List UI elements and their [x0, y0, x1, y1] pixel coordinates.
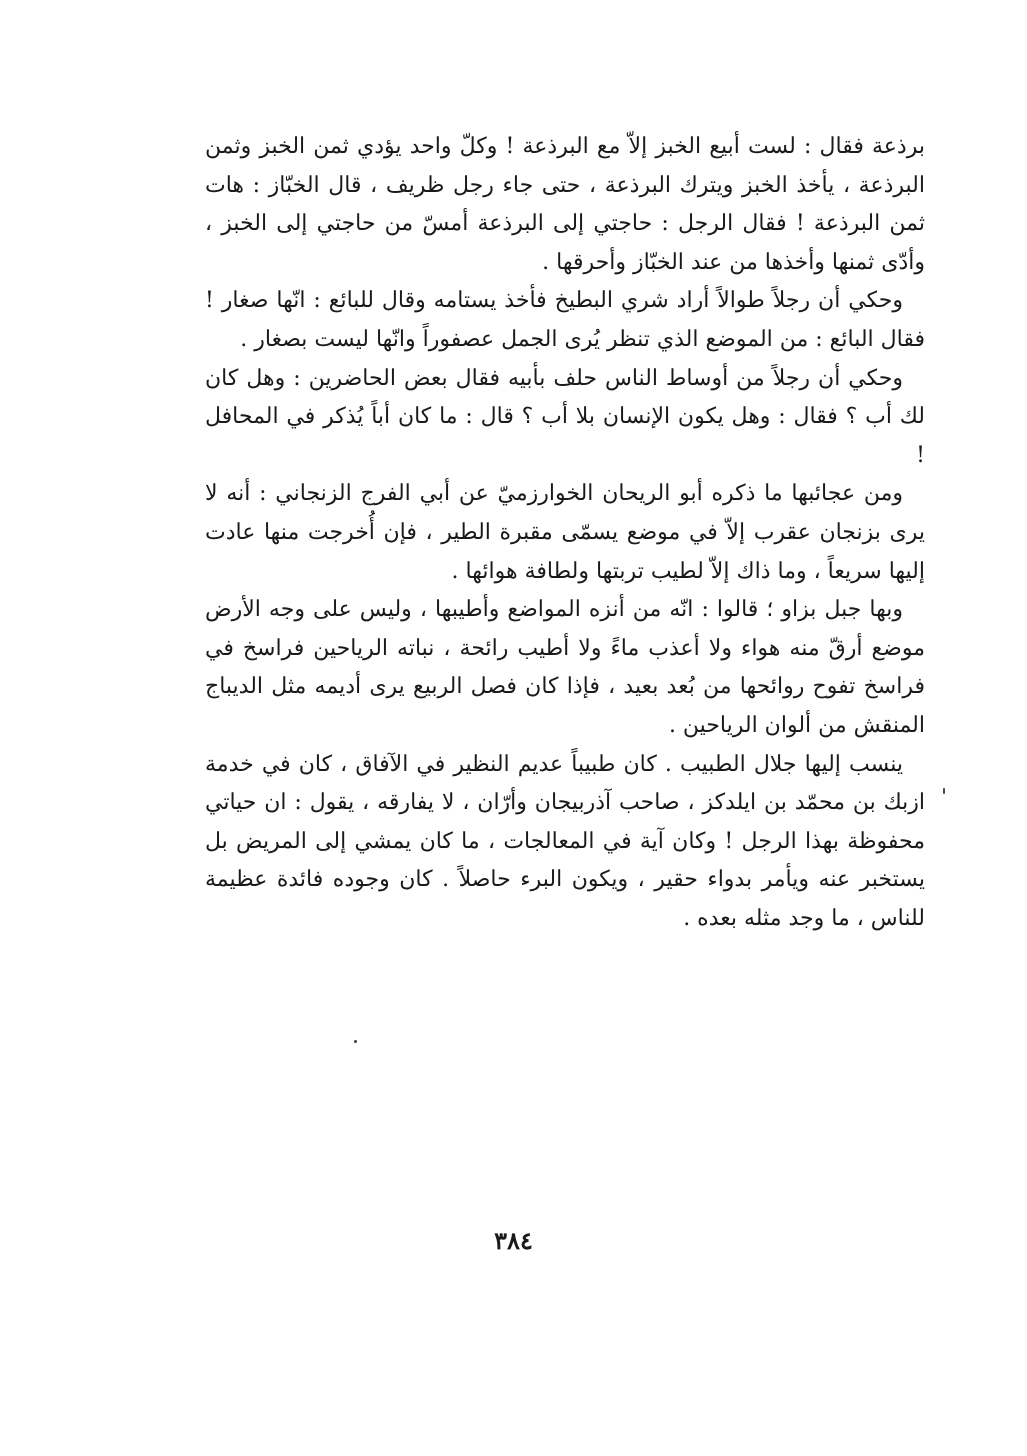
paragraph-4: ومن عجائبها ما ذكره أبو الريحان الخوارزميّ عن أبي الفرج الزنجاني : أنه لا يرى بزنجان عقرب إلاّ في موضع يسمّى مقبرة الطير ، فإن أُخرجت منها عادت إليها سريعاً ، وما ذاك إلاّ لطيب تربتها ولطافة هوائها . [205, 481, 925, 584]
print-speck [943, 788, 945, 794]
paragraph-1: برذعة فقال : لست أبيع الخبز إلاّ مع البرذعة ! وكلّ واحد يؤدي ثمن الخبز وثمن البرذعة ، يأخذ الخبز ويترك البرذعة ، حتى جاء رجل ظريف ، قال الخبّاز : هات ثمن البرذعة ! فقال الرجل : حاجتي إلى البرذعة أمسّ من حاجتي إلى الخبز ، وأدّى ثمنها وأخذها من عند الخبّاز وأحرقها . [205, 134, 925, 275]
print-speck [354, 1040, 357, 1043]
paragraph-5: وبها جبل بزاو ؛ قالوا : انّه من أنزه المواضع وأطيبها ، وليس على وجه الأرض موضع أرقّ منه هواء ولا أعذب ماءً ولا أطيب رائحة ، نباته الرياحين فراسخ في فراسخ تفوح روائحها من بُعد بعيد ، فإذا كان فصل الربيع يرى أديمه مثل الديباج المنقش من ألوان الرياحين . [205, 597, 925, 738]
page-number: ٣٨٤ [494, 1226, 533, 1255]
paragraph-3: وحكي أن رجلاً من أوساط الناس حلف بأبيه فقال بعض الحاضرين : وهل كان لك أب ؟ فقال : وهل يكون الإنسان بلا أب ؟ قال : ما كان أباً يُذكر في المحافل ! [205, 365, 925, 468]
body-text [205, 128, 925, 938]
paragraph-2: وحكي أن رجلاً طوالاً أراد شري البطيخ فأخذ يستامه وقال للبائع : انّها صغار ! فقال البائع : من الموضع الذي تنظر يُرى الجمل عصفوراً وانّها ليست بصغار . [205, 288, 925, 352]
paragraph-6: ينسب إليها جلال الطبيب . كان طبيباً عديم النظير في الآفاق ، كان في خدمة ازبك بن محمّد بن ايلدكز ، صاحب آذربيجان وأرّان ، لا يفارقه ، يقول : ان حياتي محفوظة بهذا الرجل ! وكان آية في المعالجات ، ما كان يمشي إلى المريض بل يستخبر عنه ويأمر بدواء حقير ، ويكون البرء حاصلاً . كان وجوده فائدة عظيمة للناس ، ما وجد مثله بعده . [205, 751, 925, 931]
